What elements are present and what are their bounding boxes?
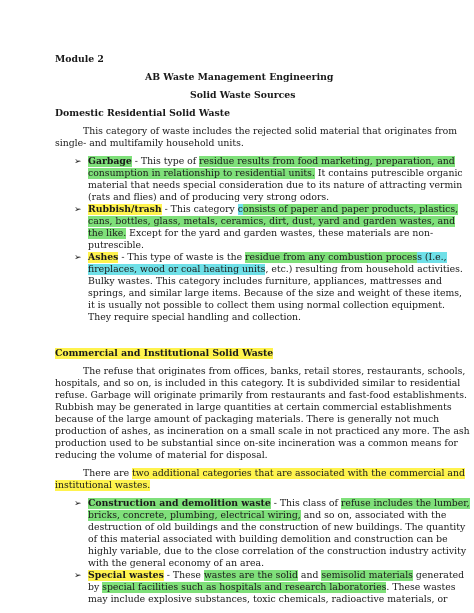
arrow-bullet-icon: ➢ [74,205,82,215]
intro-paragraph-line-2: single- and multifamily household units. [55,138,244,149]
garbage-term: Garbage [88,156,132,167]
commercial-paragraph-line-4: Rubbish may be generated in large quantities at certain commercial establishments [55,402,452,413]
commercial-paragraph-line-5: because of the large amount of packaging materials. There is generally not much [55,414,440,425]
garbage-item-line-2: consumption in relationship to residential units. It contains putrescible organic [88,168,463,179]
ashes-item-line-2: fireplaces, wood or coal heating units, etc.) resulting from household activities. [88,264,463,275]
rubbish-item-line-2: cans, bottles, glass, metals, ceramics, dirt, dust, yard and garden wastes, and [88,216,456,227]
garbage-highlight: residue results from food marketing, preparation, and [199,156,455,167]
rubbish-term: Rubbish/trash [88,204,162,215]
ashes-item-line-3: Bulky wastes. This category includes furniture, appliances, mattresses and [88,276,442,287]
ashes-term: Ashes [88,252,119,263]
rubbish-item-line-4: putrescible. [88,240,144,251]
rubbish-item-line-1: Rubbish/trash - This category consists of paper and paper products, plastics, [88,204,459,215]
arrow-bullet-icon: ➢ [74,571,82,581]
special-item-line-3: may include explosive substances, toxic chemicals, radioactive materials, or [88,594,448,605]
rubbish-item-line-3: the like. Except for the yard and garden wastes, these materials are non- [88,228,434,239]
arrow-bullet-icon: ➢ [74,499,82,509]
ashes-item-line-5: it is usually not possible to collect them using normal collection equipment. [88,300,445,311]
arrow-bullet-icon: ➢ [74,253,82,263]
commercial-paragraph-line-7: production used to be substantial since on-site incineration was a common means for [55,438,458,449]
intro-paragraph-line-1: This category of waste includes the rejected solid material that originates from [83,126,458,137]
commercial-paragraph-line-6: production of ashes, as incineration on a small scale in not practiced any more. The ash [55,426,470,437]
garbage-item-line-3: material that needs special consideration due to its nature of attracting vermin [88,180,463,191]
construction-item-line-2: bricks, concrete, plumbing, electrical wiring, and so on, associated with the [88,510,447,521]
garbage-item-line-1: Garbage - This type of residue results from food marketing, preparation, and [88,156,455,167]
construction-item-line-1: Construction and demolition waste - This class of refuse includes the lumber, [88,498,470,509]
garbage-item-line-4: (rats and flies) and of producing very strong odors. [88,192,330,203]
document-title: AB Waste Management Engineering [145,72,334,83]
ashes-item-line-6: They require special handling and collection. [88,312,301,323]
construction-item-line-6: with the general economy of an area. [88,558,265,569]
commercial-paragraph-line-1: The refuse that originates from offices, banks, retail stores, restaurants, schools, [83,366,466,377]
commercial-paragraph-line-8: reducing the volume of material for disposal. [55,450,268,461]
arrow-bullet-icon: ➢ [74,157,82,167]
categories-paragraph-line-1: There are two additional categories that are associated with the commercial and [83,468,465,479]
commercial-paragraph-line-3: refuse. Garbage will originate primarily from restaurants and fast-food establishments. [55,390,467,401]
section-heading-commercial: Commercial and Institutional Solid Waste [55,348,274,359]
construction-item-line-4: of this material associated with building demolition and construction can be [88,534,448,545]
module-label: Module 2 [55,54,104,65]
ashes-item-line-1: Ashes - This type of waste is the residue from any combustion process (I.e., [88,252,447,263]
construction-term: Construction and demolition waste [88,498,271,509]
commercial-paragraph-line-2: hospitals, and so on, is included in this category. It is subdivided similar to residential [55,378,461,389]
document-subtitle: Solid Waste Sources [190,90,296,101]
construction-item-line-3: destruction of old buildings and the construction of new buildings. The quantity [88,522,466,533]
categories-paragraph-line-2: institutional wastes. [55,480,151,491]
special-item-line-1: Special wastes - These wastes are the solid and semisolid materials generated [88,570,465,581]
section-heading-domestic: Domestic Residential Solid Waste [55,108,230,119]
special-term: Special wastes [88,570,164,581]
special-item-line-2: by special facilities such as hospitals and research laboratories. These wastes [88,582,456,593]
ashes-item-line-4: springs, and similar large items. Because of the size and weight of these items, [88,288,462,299]
construction-item-line-5: highly variable, due to the close correlation of the construction industry activity [88,546,467,557]
